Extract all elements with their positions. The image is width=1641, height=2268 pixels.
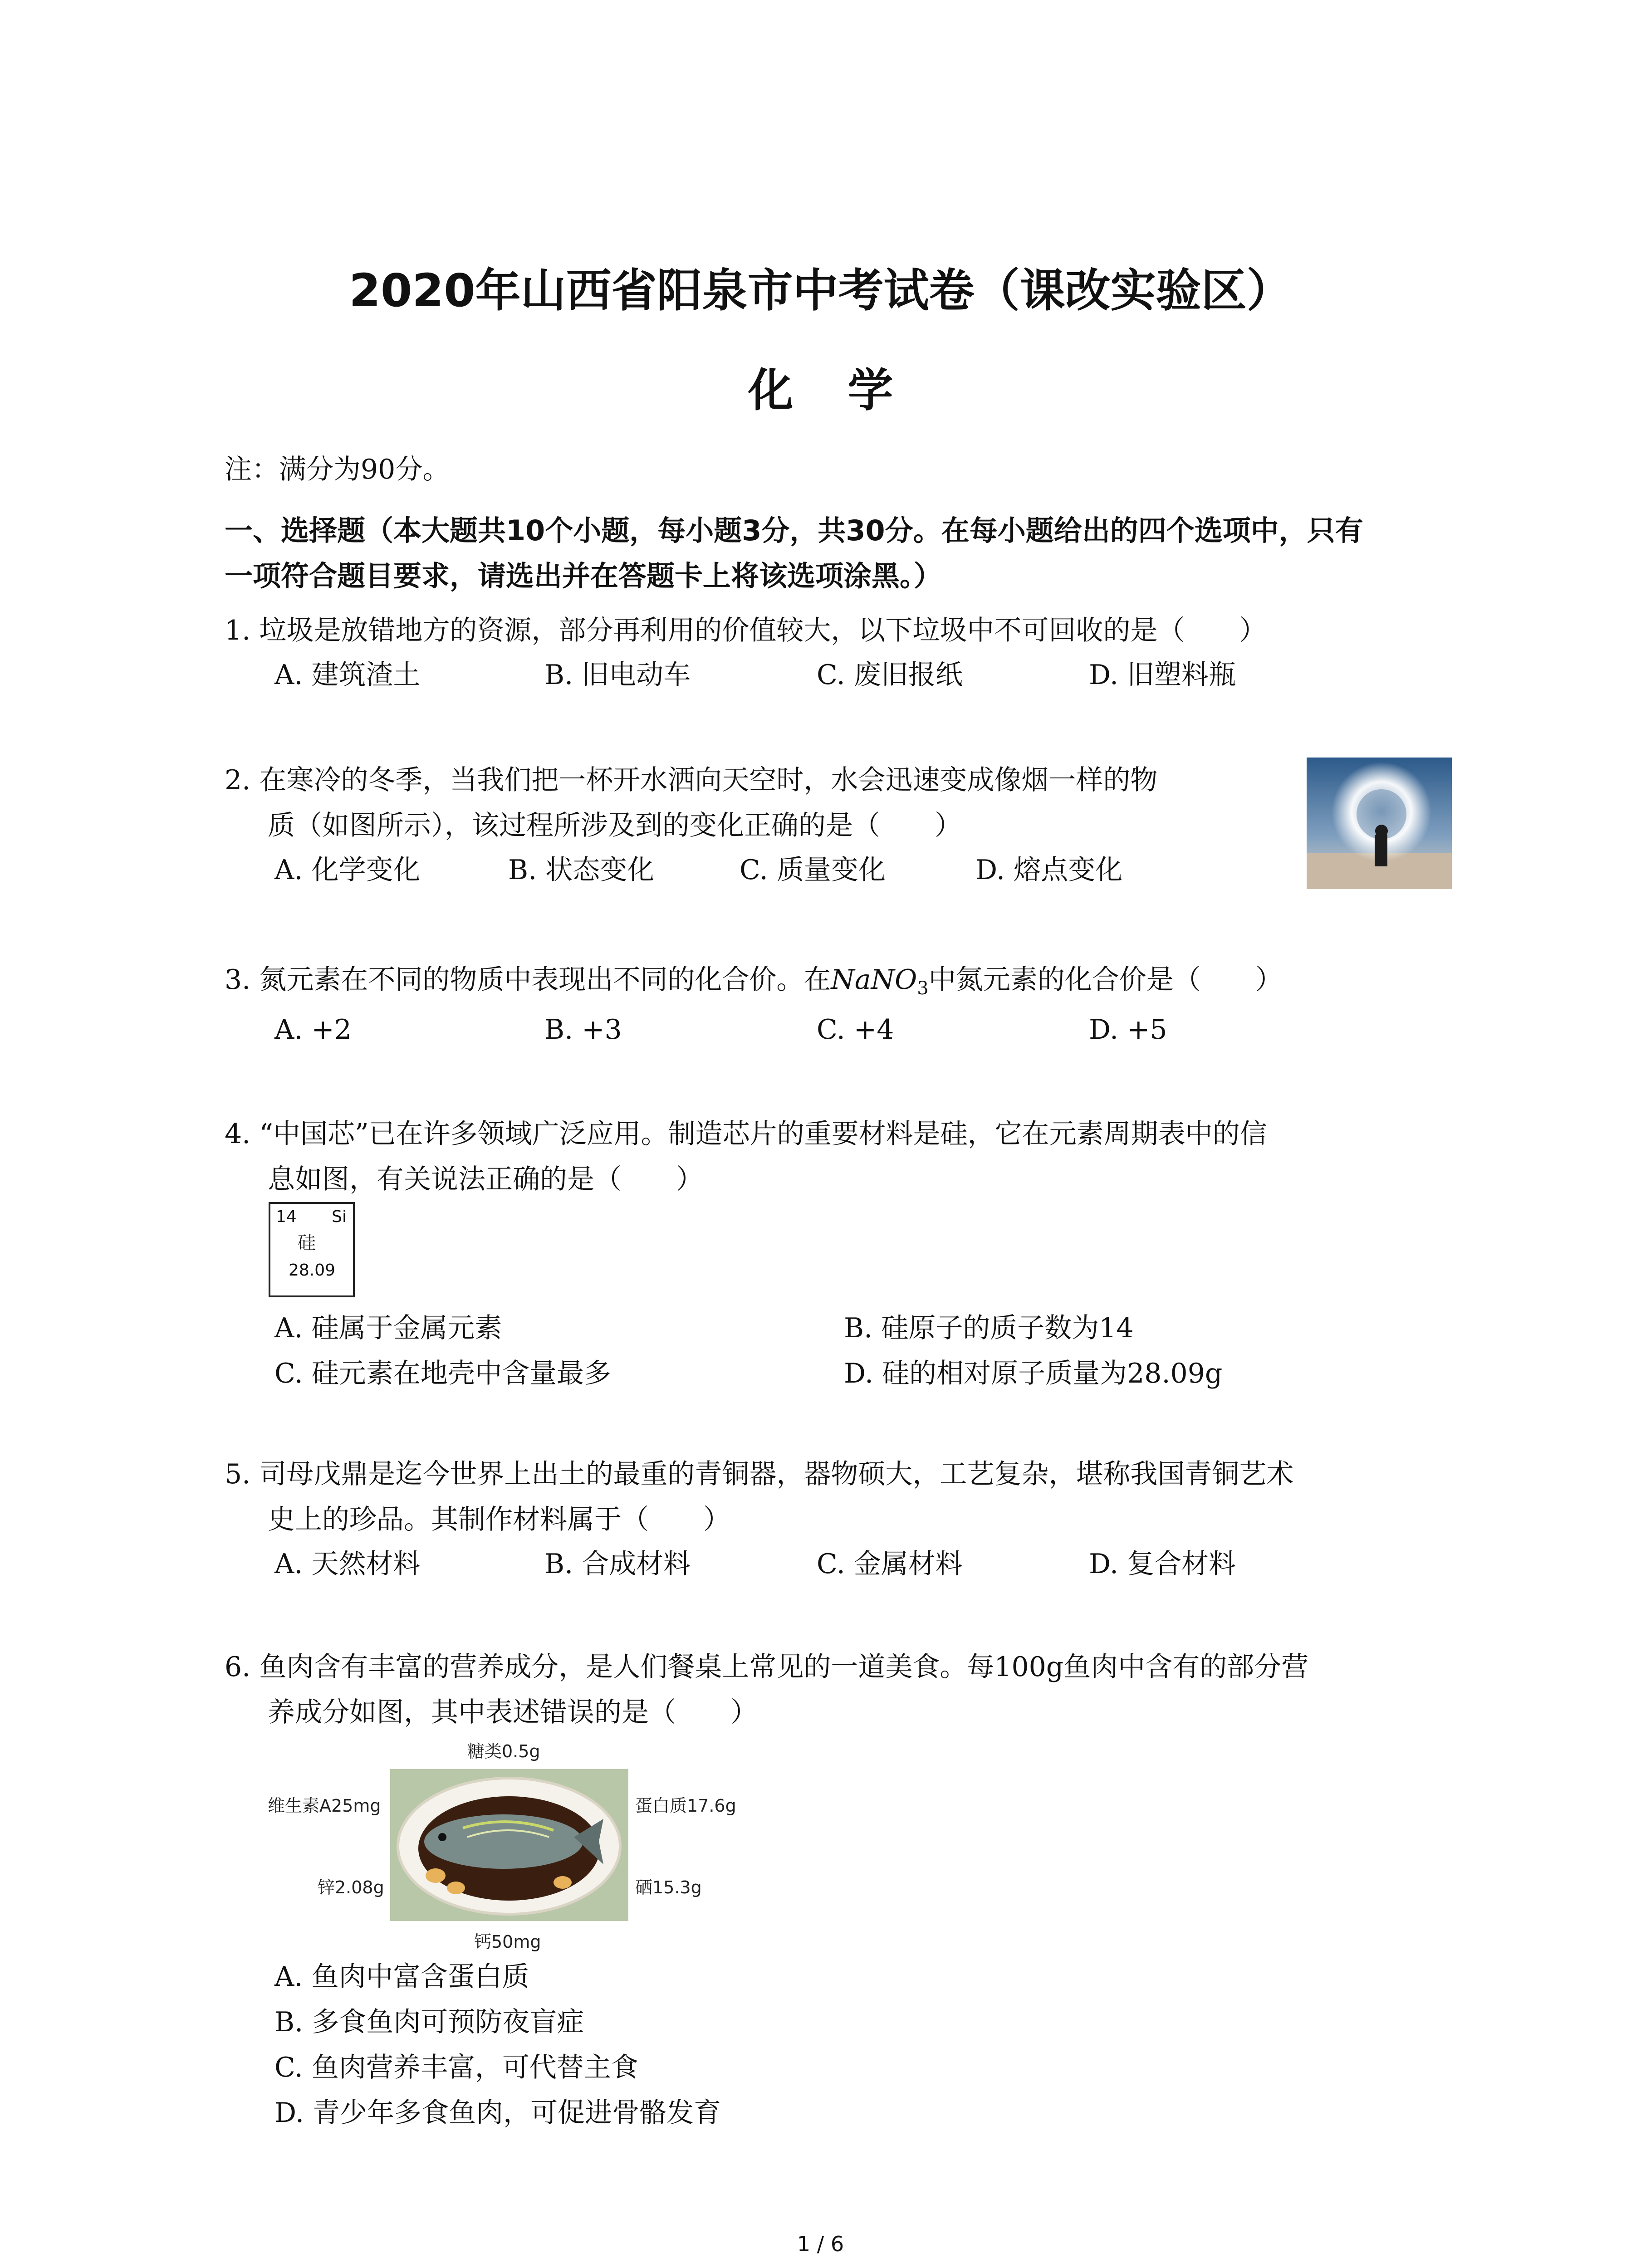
- score-note: 注：满分为90分。: [225, 454, 450, 485]
- question-5-option-b[interactable]: B. 合成材料: [544, 1548, 691, 1580]
- question-3-formula-subscript: 3: [917, 978, 929, 999]
- question-6-option-d[interactable]: D. 青少年多食鱼肉，可促进骨骼发育: [274, 2097, 721, 2129]
- question-5-stem-line2: 史上的珍品。其制作材料属于（ ）: [268, 1504, 730, 1535]
- section-1-heading-line1: 一、选择题（本大题共10个小题，每小题3分，共30分。在每小题给出的四个选项中，只有: [225, 514, 1363, 547]
- question-5-option-a[interactable]: A. 天然材料: [274, 1548, 421, 1580]
- question-6-option-c[interactable]: C. 鱼肉营养丰富，可代替主食: [274, 2052, 638, 2083]
- question-5-option-c[interactable]: C. 金属材料: [817, 1548, 963, 1580]
- question-3-stem-post: 中氮元素的化合价是（ ）: [928, 964, 1283, 996]
- question-5-stem-line1: 5. 司母戊鼎是迄今世界上出土的最重的青铜器，器物硕大，工艺复杂，堪称我国青铜艺术: [225, 1458, 1294, 1490]
- section-1-heading-line2: 一项符合题目要求，请选出并在答题卡上将该选项涂黑。）: [225, 559, 942, 592]
- fish-nutrition-figure: [268, 1737, 767, 1950]
- question-3-stem-pre: 3. 氮元素在不同的物质中表现出不同的化合价。在: [225, 964, 831, 996]
- question-3-option-a[interactable]: A. +2: [274, 1014, 352, 1046]
- question-2-stem-line1: 2. 在寒冷的冬季，当我们把一杯开水洒向天空时，水会迅速变成像烟一样的物: [225, 764, 1158, 796]
- question-4-option-c[interactable]: C. 硅元素在地壳中含量最多: [274, 1358, 611, 1389]
- element-name: 硅: [298, 1232, 316, 1253]
- question-2-option-c[interactable]: C. 质量变化: [740, 854, 886, 886]
- question-1-stem: 1. 垃圾是放错地方的资源，部分再利用的价值较大，以下垃圾中不可回收的是（ ）: [225, 615, 1267, 646]
- question-4-option-b[interactable]: B. 硅原子的质子数为14: [844, 1312, 1134, 1344]
- question-2-option-b[interactable]: B. 状态变化: [508, 854, 655, 886]
- label-selenium: 硒15.3g: [635, 1877, 702, 1897]
- question-5-option-d[interactable]: D. 复合材料: [1089, 1548, 1236, 1580]
- question-3-option-c[interactable]: C. +4: [817, 1014, 894, 1046]
- question-1-option-d[interactable]: D. 旧塑料瓶: [1089, 659, 1236, 691]
- question-6-stem-line2: 养成分如图，其中表述错误的是（ ）: [268, 1696, 758, 1728]
- element-atomic-number: 14: [276, 1207, 297, 1226]
- question-4-stem-line2: 息如图，有关说法正确的是（ ）: [268, 1163, 703, 1195]
- question-1-option-b[interactable]: B. 旧电动车: [544, 659, 691, 691]
- question-1-option-a[interactable]: A. 建筑渣土: [274, 659, 421, 691]
- boiling-water-freeze-photo: [1307, 758, 1452, 889]
- question-4-option-a[interactable]: A. 硅属于金属元素: [274, 1312, 502, 1344]
- question-3-option-d[interactable]: D. +5: [1089, 1014, 1167, 1046]
- question-2-stem-line2: 质（如图所示），该过程所涉及到的变化正确的是（ ）: [268, 810, 962, 841]
- exam-title: 2020年山西省阳泉市中考试卷（课改实验区）: [349, 264, 1292, 317]
- silicon-element-tile: [269, 1202, 355, 1297]
- question-3-option-b[interactable]: B. +3: [544, 1014, 622, 1046]
- question-3-formula: NaNO: [831, 964, 917, 996]
- label-vitamin-a: 维生素A25mg: [268, 1796, 381, 1816]
- element-atomic-mass: 28.09: [289, 1261, 336, 1280]
- element-symbol: Si: [332, 1207, 347, 1226]
- label-sugar: 糖类0.5g: [467, 1741, 540, 1761]
- question-6-option-a[interactable]: A. 鱼肉中富含蛋白质: [274, 1961, 529, 1993]
- label-protein: 蛋白质17.6g: [635, 1796, 736, 1816]
- page-number: 1 / 6: [797, 2232, 844, 2256]
- fish-dish-photo: [390, 1769, 628, 1921]
- question-4-stem-line1: 4. “中国芯”已在许多领域广泛应用。制造芯片的重要材料是硅，它在元素周期表中的信: [225, 1118, 1267, 1150]
- question-3-stem: [225, 957, 1283, 1011]
- question-2-option-a[interactable]: A. 化学变化: [274, 854, 421, 886]
- subject-title: 化学: [748, 364, 948, 417]
- question-1-option-c[interactable]: C. 废旧报纸: [817, 659, 963, 691]
- label-zinc: 锌2.08g: [318, 1877, 384, 1897]
- question-6-stem-line1: 6. 鱼肉含有丰富的营养成分，是人们餐桌上常见的一道美食。每100g鱼肉中含有的部分营: [225, 1651, 1309, 1683]
- question-4-option-d[interactable]: D. 硅的相对原子质量为28.09g: [844, 1358, 1223, 1389]
- question-2-option-d[interactable]: D. 熔点变化: [975, 854, 1123, 886]
- label-calcium: 钙50mg: [474, 1932, 541, 1952]
- question-6-option-b[interactable]: B. 多食鱼肉可预防夜盲症: [274, 2006, 584, 2038]
